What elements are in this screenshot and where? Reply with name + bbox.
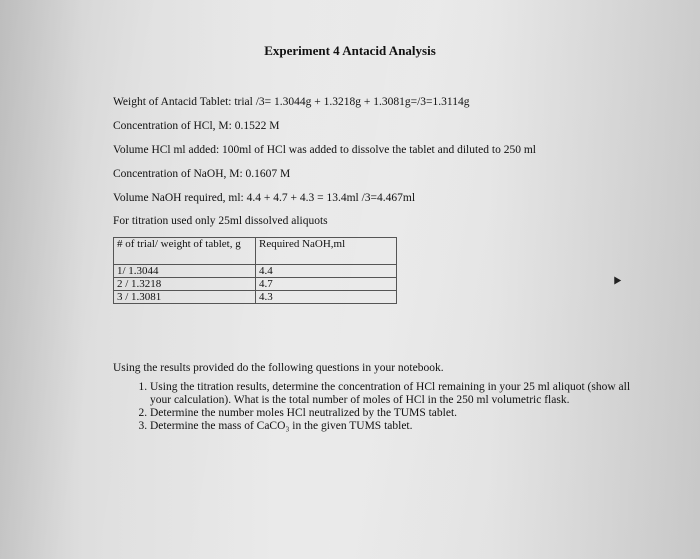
instructions-text: Using the results provided do the following questions in your notebook. bbox=[113, 362, 444, 374]
naoh-concentration-line: Concentration of NaOH, M: 0.1607 M bbox=[113, 168, 291, 180]
document-title: Experiment 4 Antacid Analysis bbox=[264, 43, 436, 58]
arrow-cursor-icon bbox=[611, 274, 621, 284]
hcl-volume-line: Volume HCl ml added: 100ml of HCl was added to dissolve the tablet and diluted to 250 ml bbox=[113, 144, 537, 156]
question-item: 3. Determine the mass of CaCO₃ in the given TUMS tablet. bbox=[150, 420, 650, 433]
table-header-trial-weight: # of trial/ weight of tablet, g bbox=[114, 238, 256, 265]
titration-table bbox=[113, 237, 397, 304]
table-row bbox=[114, 278, 397, 291]
hcl-concentration-line: Concentration of HCl, M: 0.1522 M bbox=[113, 120, 280, 132]
table-row bbox=[114, 265, 397, 278]
table-cell-trial: 2 / 1.3218 bbox=[114, 278, 256, 291]
question-item: 2. Determine the number moles HCl neutralized by the TUMS tablet. bbox=[150, 407, 650, 420]
table-cell-trial: 1/ 1.3044 bbox=[114, 265, 256, 278]
tablet-weight-line: Weight of Antacid Tablet: trial /3= 1.3044g + 1.3218g + 1.3081g=/3=1.3114g bbox=[113, 96, 470, 108]
question-list bbox=[113, 371, 650, 433]
table-cell-trial: 3 / 1.3081 bbox=[114, 291, 256, 304]
table-row bbox=[114, 291, 397, 304]
table-cell-naoh: 4.3 bbox=[256, 291, 397, 304]
titration-aliquot-line: For titration used only 25ml dissolved aliquots bbox=[113, 215, 328, 227]
table-cell-naoh: 4.4 bbox=[256, 265, 397, 278]
table-header-row bbox=[114, 238, 397, 265]
naoh-volume-line: Volume NaOH required, ml: 4.4 + 4.7 + 4.3 = 13.4ml /3=4.467ml bbox=[113, 192, 416, 204]
question-item: 1. Using the titration results, determine the concentration of HCl remaining in your 25 ml aliquot (show all your calculation). What is the total number of moles of HCl in the 250 ml volumetric flask. bbox=[150, 381, 650, 407]
table-cell-naoh: 4.7 bbox=[256, 278, 397, 291]
table-header-naoh: Required NaOH,ml bbox=[256, 238, 397, 265]
